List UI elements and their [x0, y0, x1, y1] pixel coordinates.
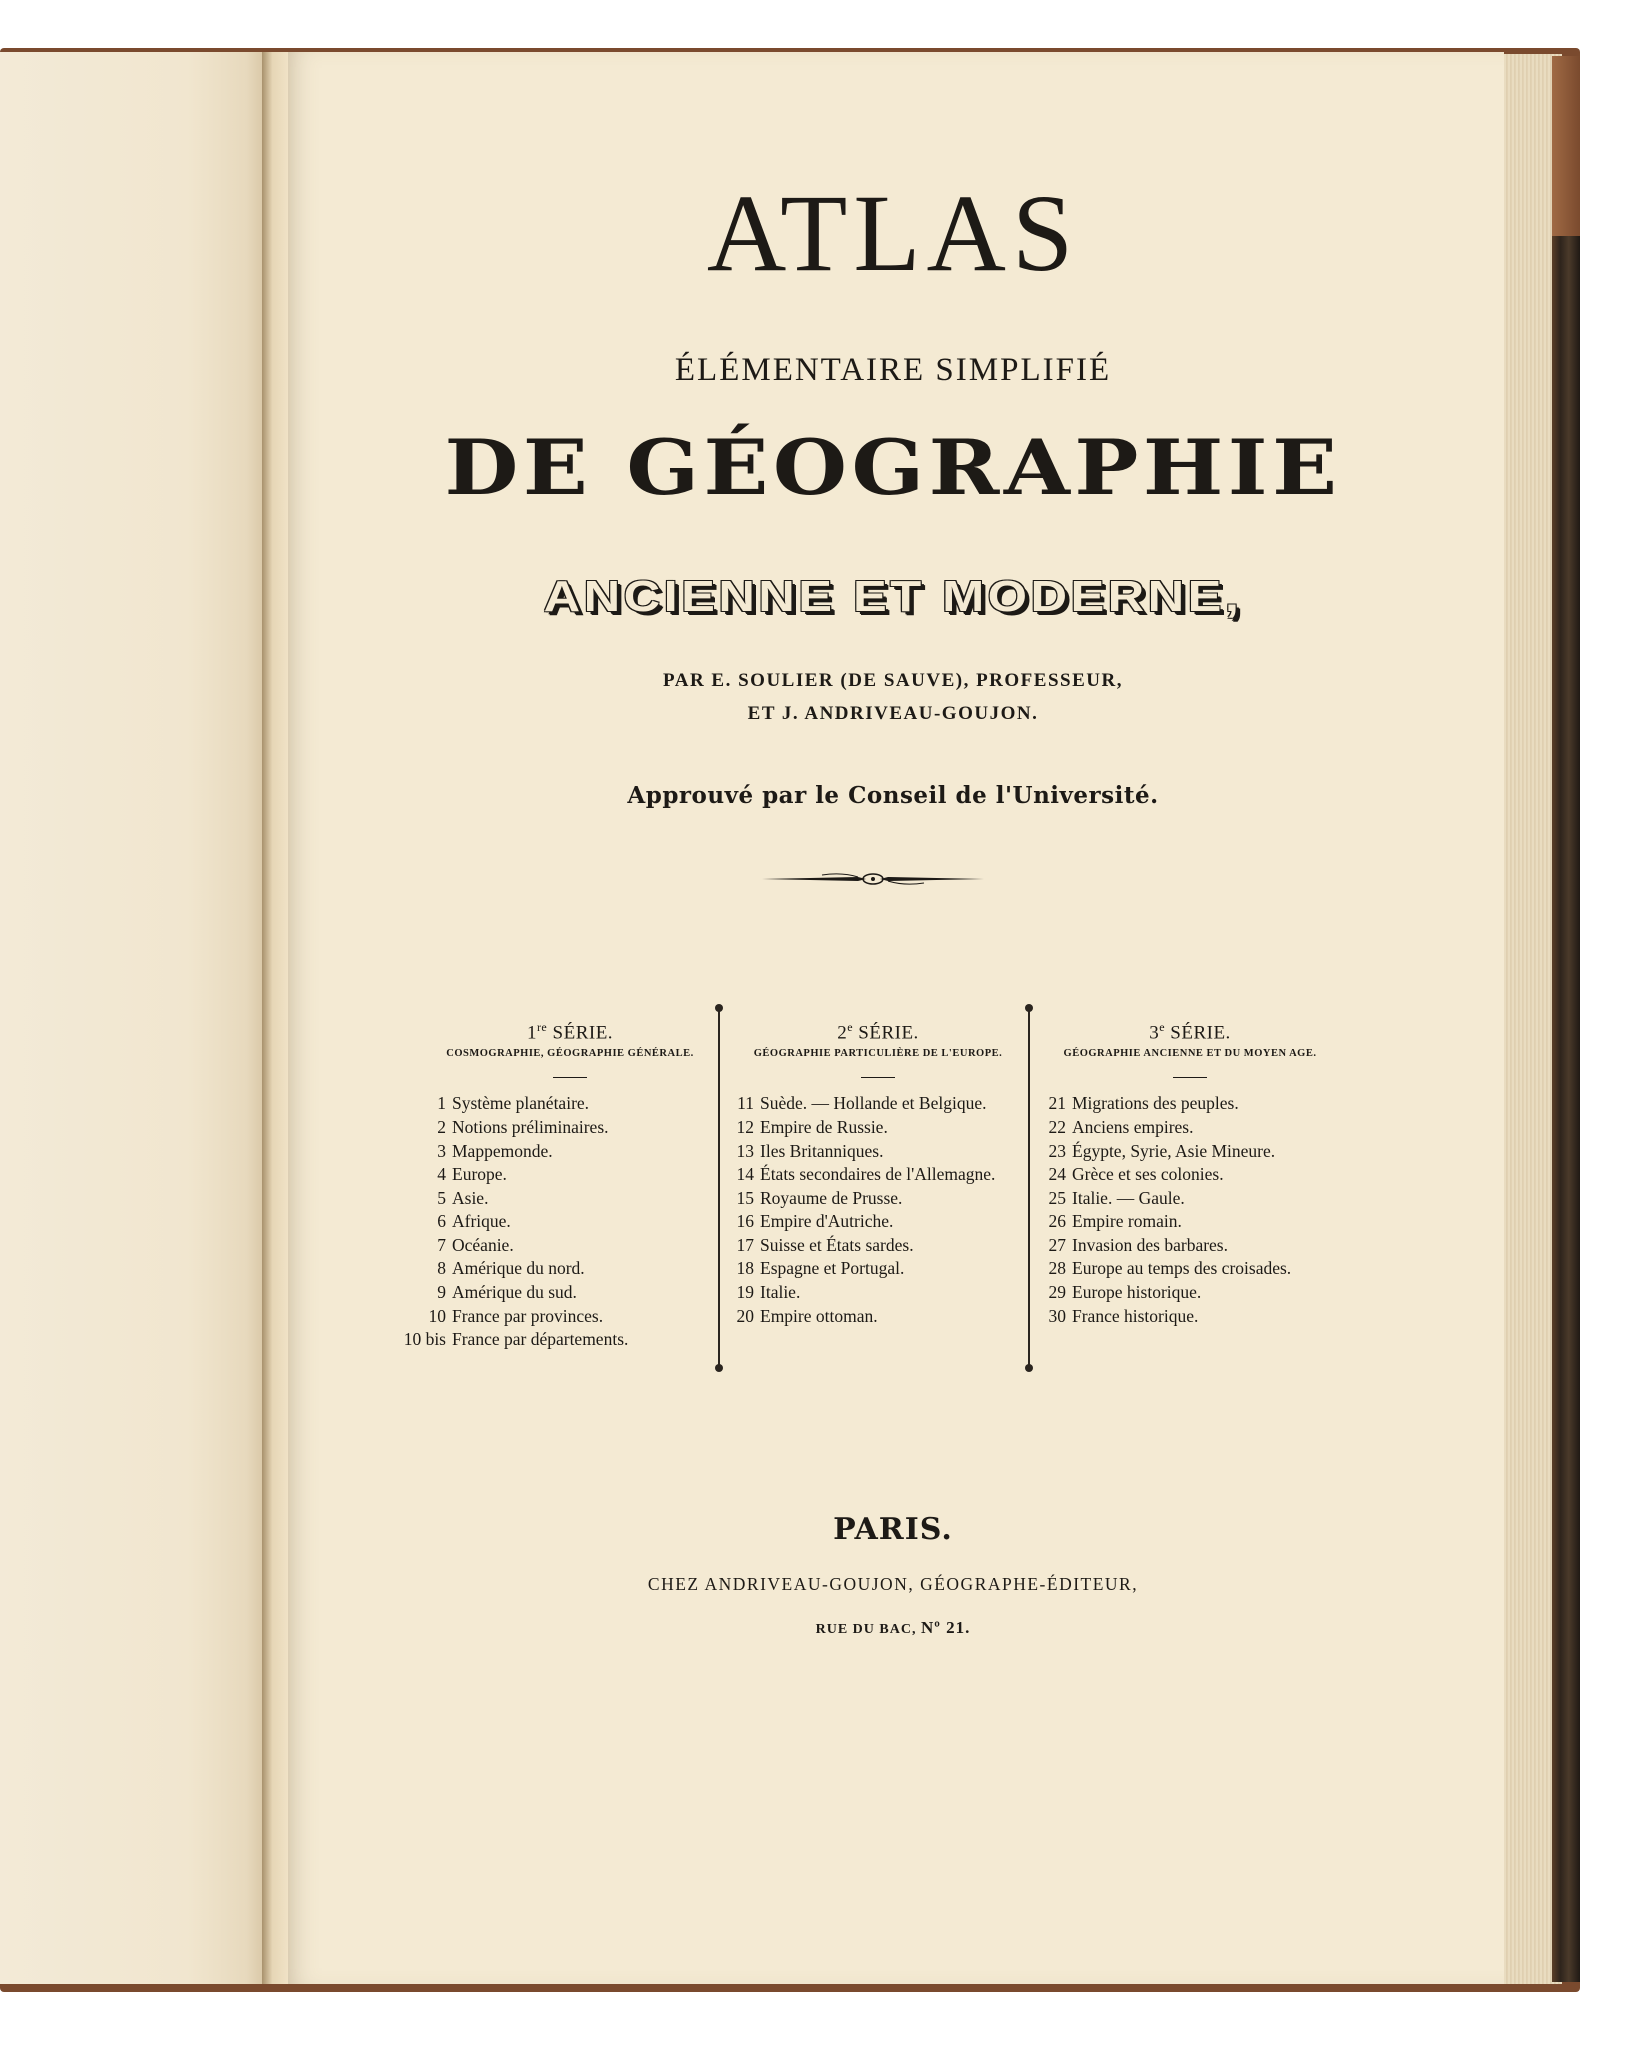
series-list-item [1040, 1305, 1340, 1329]
item-number: 25 [1048, 1187, 1066, 1208]
item-number: 24 [1048, 1164, 1066, 1185]
imprint-city: PARIS. [833, 1512, 953, 1547]
item-text: Océanie. [452, 1234, 514, 1255]
item-text: Notions préliminaires. [452, 1116, 609, 1137]
series-list-item [728, 1210, 1028, 1234]
series-list-item [1040, 1281, 1340, 1305]
series-list [403, 1092, 720, 1352]
subtitle-elementaire: ÉLÉMENTAIRE SIMPLIFIÉ [674, 352, 1112, 388]
series-rule [861, 1077, 895, 1078]
series-subtitle: COSMOGRAPHIE, GÉOGRAPHIE GÉNÉRALE. [446, 1048, 694, 1060]
item-number: 19 [736, 1282, 754, 1303]
item-text: Empire romain. [1072, 1211, 1182, 1232]
item-number: 4 [437, 1164, 446, 1185]
item-text: France historique. [1072, 1305, 1199, 1326]
item-text: Europe historique. [1072, 1282, 1202, 1303]
series-list-item [1040, 1116, 1340, 1140]
item-text: Europe. [452, 1164, 507, 1185]
item-text: Empire d'Autriche. [760, 1211, 894, 1232]
item-number: 27 [1048, 1234, 1066, 1255]
series-list [1040, 1092, 1340, 1328]
item-number: 14 [736, 1164, 754, 1185]
item-text: Grèce et ses colonies. [1072, 1164, 1224, 1185]
item-text: Invasion des barbares. [1072, 1234, 1228, 1255]
series-list-item [420, 1234, 720, 1258]
item-number: 15 [736, 1187, 754, 1208]
item-number: 9 [437, 1282, 446, 1303]
series-column-2 [728, 1020, 1028, 1328]
imprint-publisher: CHEZ ANDRIVEAU-GOUJON, GÉOGRAPHE-ÉDITEUR, [647, 1574, 1139, 1594]
series-list-item [420, 1116, 720, 1140]
item-number: 3 [437, 1140, 446, 1161]
item-number: 17 [736, 1234, 754, 1255]
series-list [728, 1092, 1028, 1328]
item-number: 26 [1048, 1211, 1066, 1232]
series-list-item [728, 1257, 1028, 1281]
spine-leather-corner [1552, 56, 1580, 236]
item-text: Empire ottoman. [760, 1305, 878, 1326]
item-text: Italie. [760, 1282, 801, 1303]
series-list-item [728, 1305, 1028, 1329]
series-list-item [1040, 1163, 1340, 1187]
item-number: 1 [437, 1093, 446, 1114]
item-text: Asie. [452, 1187, 489, 1208]
item-text: Amérique du nord. [452, 1258, 585, 1279]
series-list-item [728, 1116, 1028, 1140]
series-rule [1173, 1077, 1207, 1078]
item-number: 29 [1048, 1282, 1066, 1303]
item-number: 13 [736, 1140, 754, 1161]
book-spine [1552, 56, 1580, 1982]
item-text: États secondaires de l'Allemagne. [760, 1164, 996, 1185]
title-geographie: DE GÉOGRAPHIE [444, 423, 1342, 512]
item-number: 28 [1048, 1258, 1066, 1279]
series-subtitle: GÉOGRAPHIE PARTICULIÈRE DE L'EUROPE. [753, 1048, 1003, 1060]
item-number: 18 [736, 1258, 754, 1279]
ornament-divider [762, 868, 984, 890]
authors-line-2: ET J. ANDRIVEAU-GOUJON. [747, 703, 1039, 724]
series-rule [553, 1077, 587, 1078]
item-text: Espagne et Portugal. [760, 1258, 905, 1279]
item-text: Égypte, Syrie, Asie Mineure. [1072, 1140, 1276, 1161]
item-text: Migrations des peuples. [1072, 1093, 1239, 1114]
item-text: Système planétaire. [452, 1093, 590, 1114]
item-text: Iles Britanniques. [760, 1140, 884, 1161]
item-text: Amérique du sud. [452, 1282, 577, 1303]
series-list-item [1040, 1187, 1340, 1211]
series-column-3 [1040, 1020, 1340, 1328]
item-text: Suède. — Hollande et Belgique. [760, 1093, 987, 1114]
divider-knob [715, 1364, 723, 1372]
series-heading: 1re SÉRIE. [526, 1020, 614, 1044]
item-text: Anciens empires. [1072, 1116, 1194, 1137]
item-text: Mappemonde. [452, 1140, 553, 1161]
series-heading: 3e SÉRIE. [1149, 1020, 1231, 1044]
column-divider [1028, 1010, 1030, 1368]
item-number: 11 [737, 1093, 754, 1114]
item-text: France par départements. [452, 1329, 629, 1350]
item-number: 22 [1048, 1116, 1066, 1137]
title: ATLAS [706, 172, 1080, 294]
divider-knob [1025, 1004, 1033, 1012]
series-list-item [1040, 1210, 1340, 1234]
series-list-item [728, 1163, 1028, 1187]
series-list-item [1040, 1092, 1340, 1116]
left-blank-page [0, 52, 268, 1984]
item-text: Suisse et États sardes. [760, 1234, 914, 1255]
series-list-item [420, 1140, 720, 1164]
item-number: 5 [437, 1187, 446, 1208]
item-text: Afrique. [452, 1211, 511, 1232]
series-list-item [728, 1092, 1028, 1116]
series-list-item [1040, 1234, 1340, 1258]
series-heading: 2e SÉRIE. [837, 1020, 919, 1044]
authors-line-1: PAR E. SOULIER (DE SAUVE), PROFESSEUR, [663, 670, 1123, 691]
item-number: 10 bis [403, 1329, 446, 1350]
series-list-item [728, 1234, 1028, 1258]
item-number: 30 [1048, 1305, 1066, 1326]
series-list-item [403, 1328, 720, 1352]
title-page [282, 52, 1504, 1984]
item-text: Europe au temps des croisades. [1072, 1258, 1292, 1279]
series-column-1 [403, 1020, 720, 1352]
approval-line: Approuvé par le Conseil de l'Université. [627, 782, 1159, 809]
item-number: 16 [736, 1211, 754, 1232]
item-number: 23 [1048, 1140, 1066, 1161]
item-number: 2 [437, 1116, 446, 1137]
series-list-item [420, 1163, 720, 1187]
series-list-item [420, 1187, 720, 1211]
divider-knob [715, 1004, 723, 1012]
series-list-item [728, 1187, 1028, 1211]
series-list-item [420, 1281, 720, 1305]
item-number: 20 [736, 1305, 754, 1326]
item-number: 12 [736, 1116, 754, 1137]
series-list-item [420, 1092, 720, 1116]
item-number: 21 [1048, 1093, 1066, 1114]
series-list-item [420, 1305, 720, 1329]
series-list-item [1040, 1140, 1340, 1164]
divider-knob [1025, 1364, 1033, 1372]
item-text: Royaume de Prusse. [760, 1187, 903, 1208]
item-number: 7 [437, 1234, 446, 1255]
subtitle-ancienne-moderne: ANCIENNE ET MODERNE, [543, 572, 1243, 621]
item-text: Empire de Russie. [760, 1116, 888, 1137]
item-text: Italie. — Gaule. [1072, 1187, 1185, 1208]
item-number: 8 [437, 1258, 446, 1279]
item-number: 10 [428, 1305, 446, 1326]
series-list-item [1040, 1257, 1340, 1281]
item-text: France par provinces. [452, 1305, 604, 1326]
series-subtitle: GÉOGRAPHIE ANCIENNE ET DU MOYEN AGE. [1063, 1048, 1317, 1060]
series-list-item [728, 1140, 1028, 1164]
series-list-item [728, 1281, 1028, 1305]
series-list-item [420, 1257, 720, 1281]
page-gutter [262, 52, 288, 1984]
series-list-item [420, 1210, 720, 1234]
imprint-address: RUE DU BAC, Nº 21. [815, 1618, 971, 1637]
item-number: 6 [437, 1211, 446, 1232]
